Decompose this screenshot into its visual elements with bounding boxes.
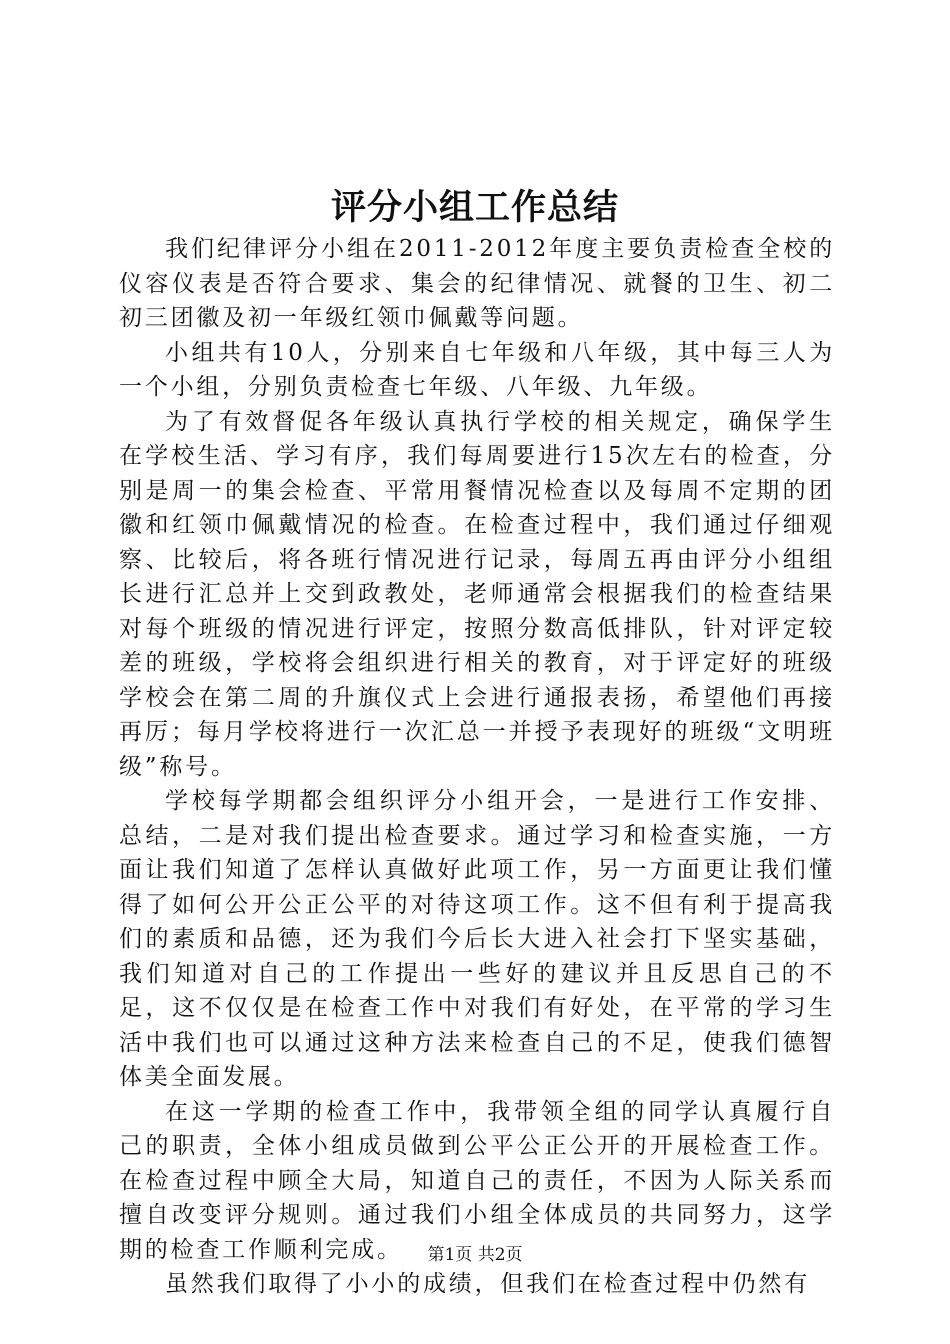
paragraph-5: 在这一学期的检查工作中，我带领全组的同学认真履行自己的职责，全体小组成员做到公平公正公开的开展检查工作。在检查过程中顾全大局，知道自己的责任，不因为人际关系而擅自改变评分规则。通过我们小组全体成员的共同努力，这学期的检查工作顺利完成。 [119,1098,835,1263]
paragraph-4: 学校每学期都会组织评分小组开会，一是进行工作安排、总结，二是对我们提出检查要求。通过学习和检查实施，一方面让我们知道了怎样认真做好此项工作，另一方面更让我们懂得了如何公开公正公平的对待这项工作。这不但有利于提高我们的素质和品德，还为我们今后长大进入社会打下坚实基础，我们知道对自己的工作提出一些好的建议并且反思自己的不足，这不仅仅是在检查工作中对我们有好处，在平常的学习生活中我们也可以通过这种方法来检查自己的不足，使我们德智体美全面发展。 [119,788,835,1090]
paragraph-1: 我们纪律评分小组在2011-2012年度主要负责检查全校的仪容仪表是否符合要求、集会的纪律情况、就餐的卫生、初二初三团徽及初一年级红领巾佩戴等问题。 [119,236,835,331]
paragraph-3: 为了有效督促各年级认真执行学校的相关规定，确保学生在学校生活、学习有序，我们每周要进行15次左右的检查，分别是周一的集会检查、平常用餐情况检查以及每周不定期的团徽和红领巾佩戴情况的检查。在检查过程中，我们通过仔细观察、比较后，将各班行情况进行记录，每周五再由评分小组组长进行汇总并上交到政教处，老师通常会根据我们的检查结果对每个班级的情况进行评定，按照分数高低排队，针对评定较差的班级，学校将会组织进行相关的教育，对于评定好的班级学校会在第二周的升旗仪式上会进行通报表扬，希望他们再接再厉；每月学校将进行一次汇总一并授予表现好的班级“文明班级”称号。 [119,408,835,780]
document-title: 评分小组工作总结 [330,187,619,228]
paragraph-6: 虽然我们取得了小小的成绩，但我们在检查过程中仍然有 [165,1271,810,1297]
page-number-footer: 第1页 共2页 [427,1245,523,1265]
document-body [119,232,835,1302]
paragraph-2: 小组共有10人，分别来自七年级和八年级，其中每三人为一个小组，分别负责检查七年级、八年级、九年级。 [119,339,835,400]
